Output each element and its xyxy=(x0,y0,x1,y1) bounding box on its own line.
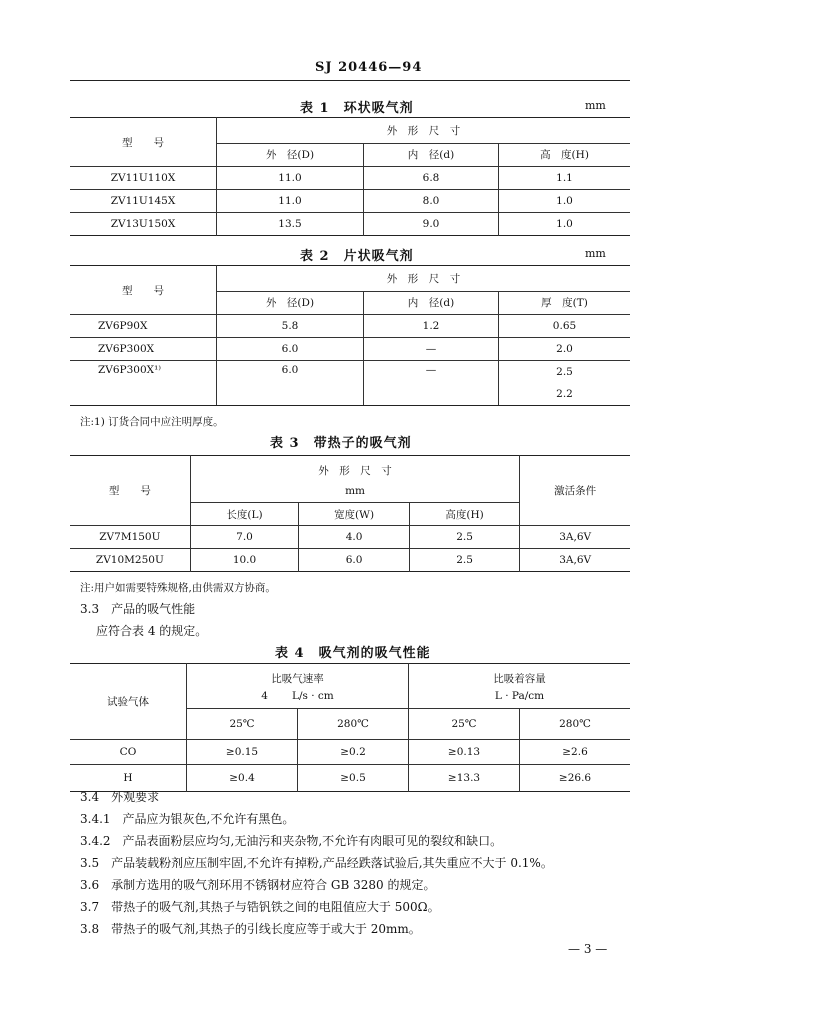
t3-cell: 7.0 xyxy=(190,526,299,549)
t3-col-activation: 激活条件 xyxy=(520,456,630,526)
t1-cell: 1.1 xyxy=(499,167,631,190)
section-3-6: 3.6 承制方选用的吸气剂环用不锈钢材应符合 GB 3280 的规定。 xyxy=(80,878,436,892)
t2-cell: ZV6P90X xyxy=(98,320,148,332)
table1 xyxy=(70,117,630,236)
t4-cell: ≥2.6 xyxy=(520,740,631,765)
t2-col-b: 内 径(d) xyxy=(364,291,499,314)
t4-col-cap-280: 280℃ xyxy=(520,709,631,740)
t2-col-c: 厚 度(T) xyxy=(499,291,631,314)
table-row xyxy=(70,190,630,213)
table-row xyxy=(70,338,630,361)
t2-cell: 2.5 xyxy=(499,361,631,384)
table-row xyxy=(70,213,630,236)
section-3-4-2: 3.4.2 产品表面粉层应均匀,无油污和夹杂物,不允许有肉眼可见的裂纹和缺口。 xyxy=(80,834,503,848)
t1-cell: 13.5 xyxy=(217,213,364,236)
t3-cell: 10.0 xyxy=(190,549,299,572)
t2-cell: 5.8 xyxy=(217,315,364,338)
table2 xyxy=(70,265,630,406)
t2-cell: 0.65 xyxy=(499,315,631,338)
t4-cell: H xyxy=(123,772,133,784)
t2-cell: 6.0 xyxy=(217,338,364,361)
table3-title: 表 3 带热子的吸气剂 xyxy=(270,436,412,451)
t4-col-cap-25: 25℃ xyxy=(409,709,520,740)
t4-rate-unit-line xyxy=(187,690,408,702)
t3-col-unit: mm xyxy=(190,480,520,503)
section-3-4-1: 3.4.1 产品应为银灰色,不允许有黑色。 xyxy=(80,812,295,826)
table-row xyxy=(70,167,630,190)
t4-cell: ≥0.4 xyxy=(187,765,298,792)
t1-cell: 1.0 xyxy=(499,190,631,213)
t3-cell: 2.5 xyxy=(409,549,520,572)
t4-col-rate-280: 280℃ xyxy=(298,709,409,740)
t3-cell: ZV10M250U xyxy=(95,554,164,566)
t3-cell: 2.5 xyxy=(409,526,520,549)
t4-cap-unit: L · Pa/cm xyxy=(494,689,545,702)
t1-cell: ZV13U150X xyxy=(110,218,176,230)
table2-title: 表 2 片状吸气剂 xyxy=(300,249,414,264)
table1-title: 表 1 环状吸气剂 xyxy=(300,101,414,116)
t2-cell: 2.2 xyxy=(499,383,631,406)
table-row xyxy=(70,361,630,384)
t3-col-c: 高度(H) xyxy=(409,503,520,526)
t1-cell: ZV11U145X xyxy=(110,195,176,207)
t3-col-b: 宽度(W) xyxy=(299,503,410,526)
t4-cell: ≥0.15 xyxy=(187,740,298,765)
t4-col-rate xyxy=(187,664,409,709)
t1-cell: 6.8 xyxy=(364,167,499,190)
t4-cell: ≥0.13 xyxy=(409,740,520,765)
section-3-3-body: 应符合表 4 的规定。 xyxy=(96,624,208,638)
t1-cell: ZV11U110X xyxy=(110,172,176,184)
t4-col-gas: 试验气体 xyxy=(107,696,149,708)
table2-unit: mm xyxy=(585,247,606,260)
section-3-8: 3.8 带热子的吸气剂,其热子的引线长度应等于或大于 20mm。 xyxy=(80,922,421,936)
t2-col-model: 型 号 xyxy=(122,284,164,297)
t2-cell: 2.0 xyxy=(499,338,631,361)
t3-cell: ZV7M150U xyxy=(99,531,161,543)
t4-col-capacity xyxy=(409,664,631,709)
t1-col-dims: 外 形 尺 寸 xyxy=(217,118,631,144)
table-row xyxy=(70,549,630,572)
page-header: SJ 20446—94 xyxy=(315,60,423,75)
t1-col-b: 内 径(d) xyxy=(364,143,499,166)
t3-cell: 6.0 xyxy=(299,549,410,572)
t4-cell: ≥0.2 xyxy=(298,740,409,765)
t1-cell: 11.0 xyxy=(217,167,364,190)
t1-col-model: 型 号 xyxy=(122,136,164,149)
t2-cell: 6.0 xyxy=(217,361,364,406)
table4-title: 表 4 吸气剂的吸气性能 xyxy=(275,646,431,661)
table3 xyxy=(70,455,630,572)
section-3-3-title: 3.3 产品的吸气性能 xyxy=(80,602,196,616)
t1-col-c: 高 度(H) xyxy=(499,143,631,166)
t4-rate-label: 比吸气速率 xyxy=(271,672,324,685)
table-row xyxy=(70,315,630,338)
table4 xyxy=(70,663,630,792)
t4-rate-mark: 4 xyxy=(261,689,268,702)
section-3-4: 3.4 外观要求 xyxy=(80,790,160,804)
t1-cell: 11.0 xyxy=(217,190,364,213)
t4-cap-label: 比吸着容量 xyxy=(493,672,546,685)
table-row xyxy=(70,526,630,549)
t1-col-a: 外 径(D) xyxy=(217,143,364,166)
section-3-5: 3.5 产品装载粉剂应压制牢固,不允许有掉粉,产品经跌落试验后,其失重应不大于 0.1%。 xyxy=(80,856,553,870)
t2-cell: — xyxy=(364,361,499,406)
t3-col-model: 型 号 xyxy=(108,485,151,497)
section-3-7: 3.7 带热子的吸气剂,其热子与锆钒铁之间的电阻值应大于 500Ω。 xyxy=(80,900,440,914)
page-number: — 3 — xyxy=(568,942,608,956)
t4-rate-unit: L/s · cm xyxy=(291,689,334,702)
t4-cell: CO xyxy=(119,746,137,758)
t3-cell: 3A,6V xyxy=(520,549,630,572)
table2-note: 注:1) 订货合同中应注明厚度。 xyxy=(80,416,224,428)
t4-col-rate-25: 25℃ xyxy=(187,709,298,740)
t4-cell: ≥13.3 xyxy=(409,765,520,792)
t3-cell: 4.0 xyxy=(299,526,410,549)
t1-cell: 8.0 xyxy=(364,190,499,213)
t3-col-dims: 外 形 尺 寸 xyxy=(190,456,520,481)
t1-cell: 9.0 xyxy=(364,213,499,236)
t2-cell: — xyxy=(364,338,499,361)
t3-cell: 3A,6V xyxy=(520,526,630,549)
t2-cell: 1.2 xyxy=(364,315,499,338)
table-row xyxy=(70,740,630,765)
t2-col-dims: 外 形 尺 寸 xyxy=(217,266,631,292)
t4-cell: ≥26.6 xyxy=(520,765,631,792)
t4-cell: ≥0.5 xyxy=(298,765,409,792)
header-rule xyxy=(70,80,630,81)
t2-col-a: 外 径(D) xyxy=(217,291,364,314)
t2-cell: ZV6P300X xyxy=(98,343,155,355)
t2-cell: ZV6P300X¹⁾ xyxy=(70,361,217,406)
table1-unit: mm xyxy=(585,99,606,112)
table3-note: 注:用户如需要特殊规格,由供需双方协商。 xyxy=(80,582,276,594)
t3-col-a: 长度(L) xyxy=(190,503,299,526)
t1-cell: 1.0 xyxy=(499,213,631,236)
